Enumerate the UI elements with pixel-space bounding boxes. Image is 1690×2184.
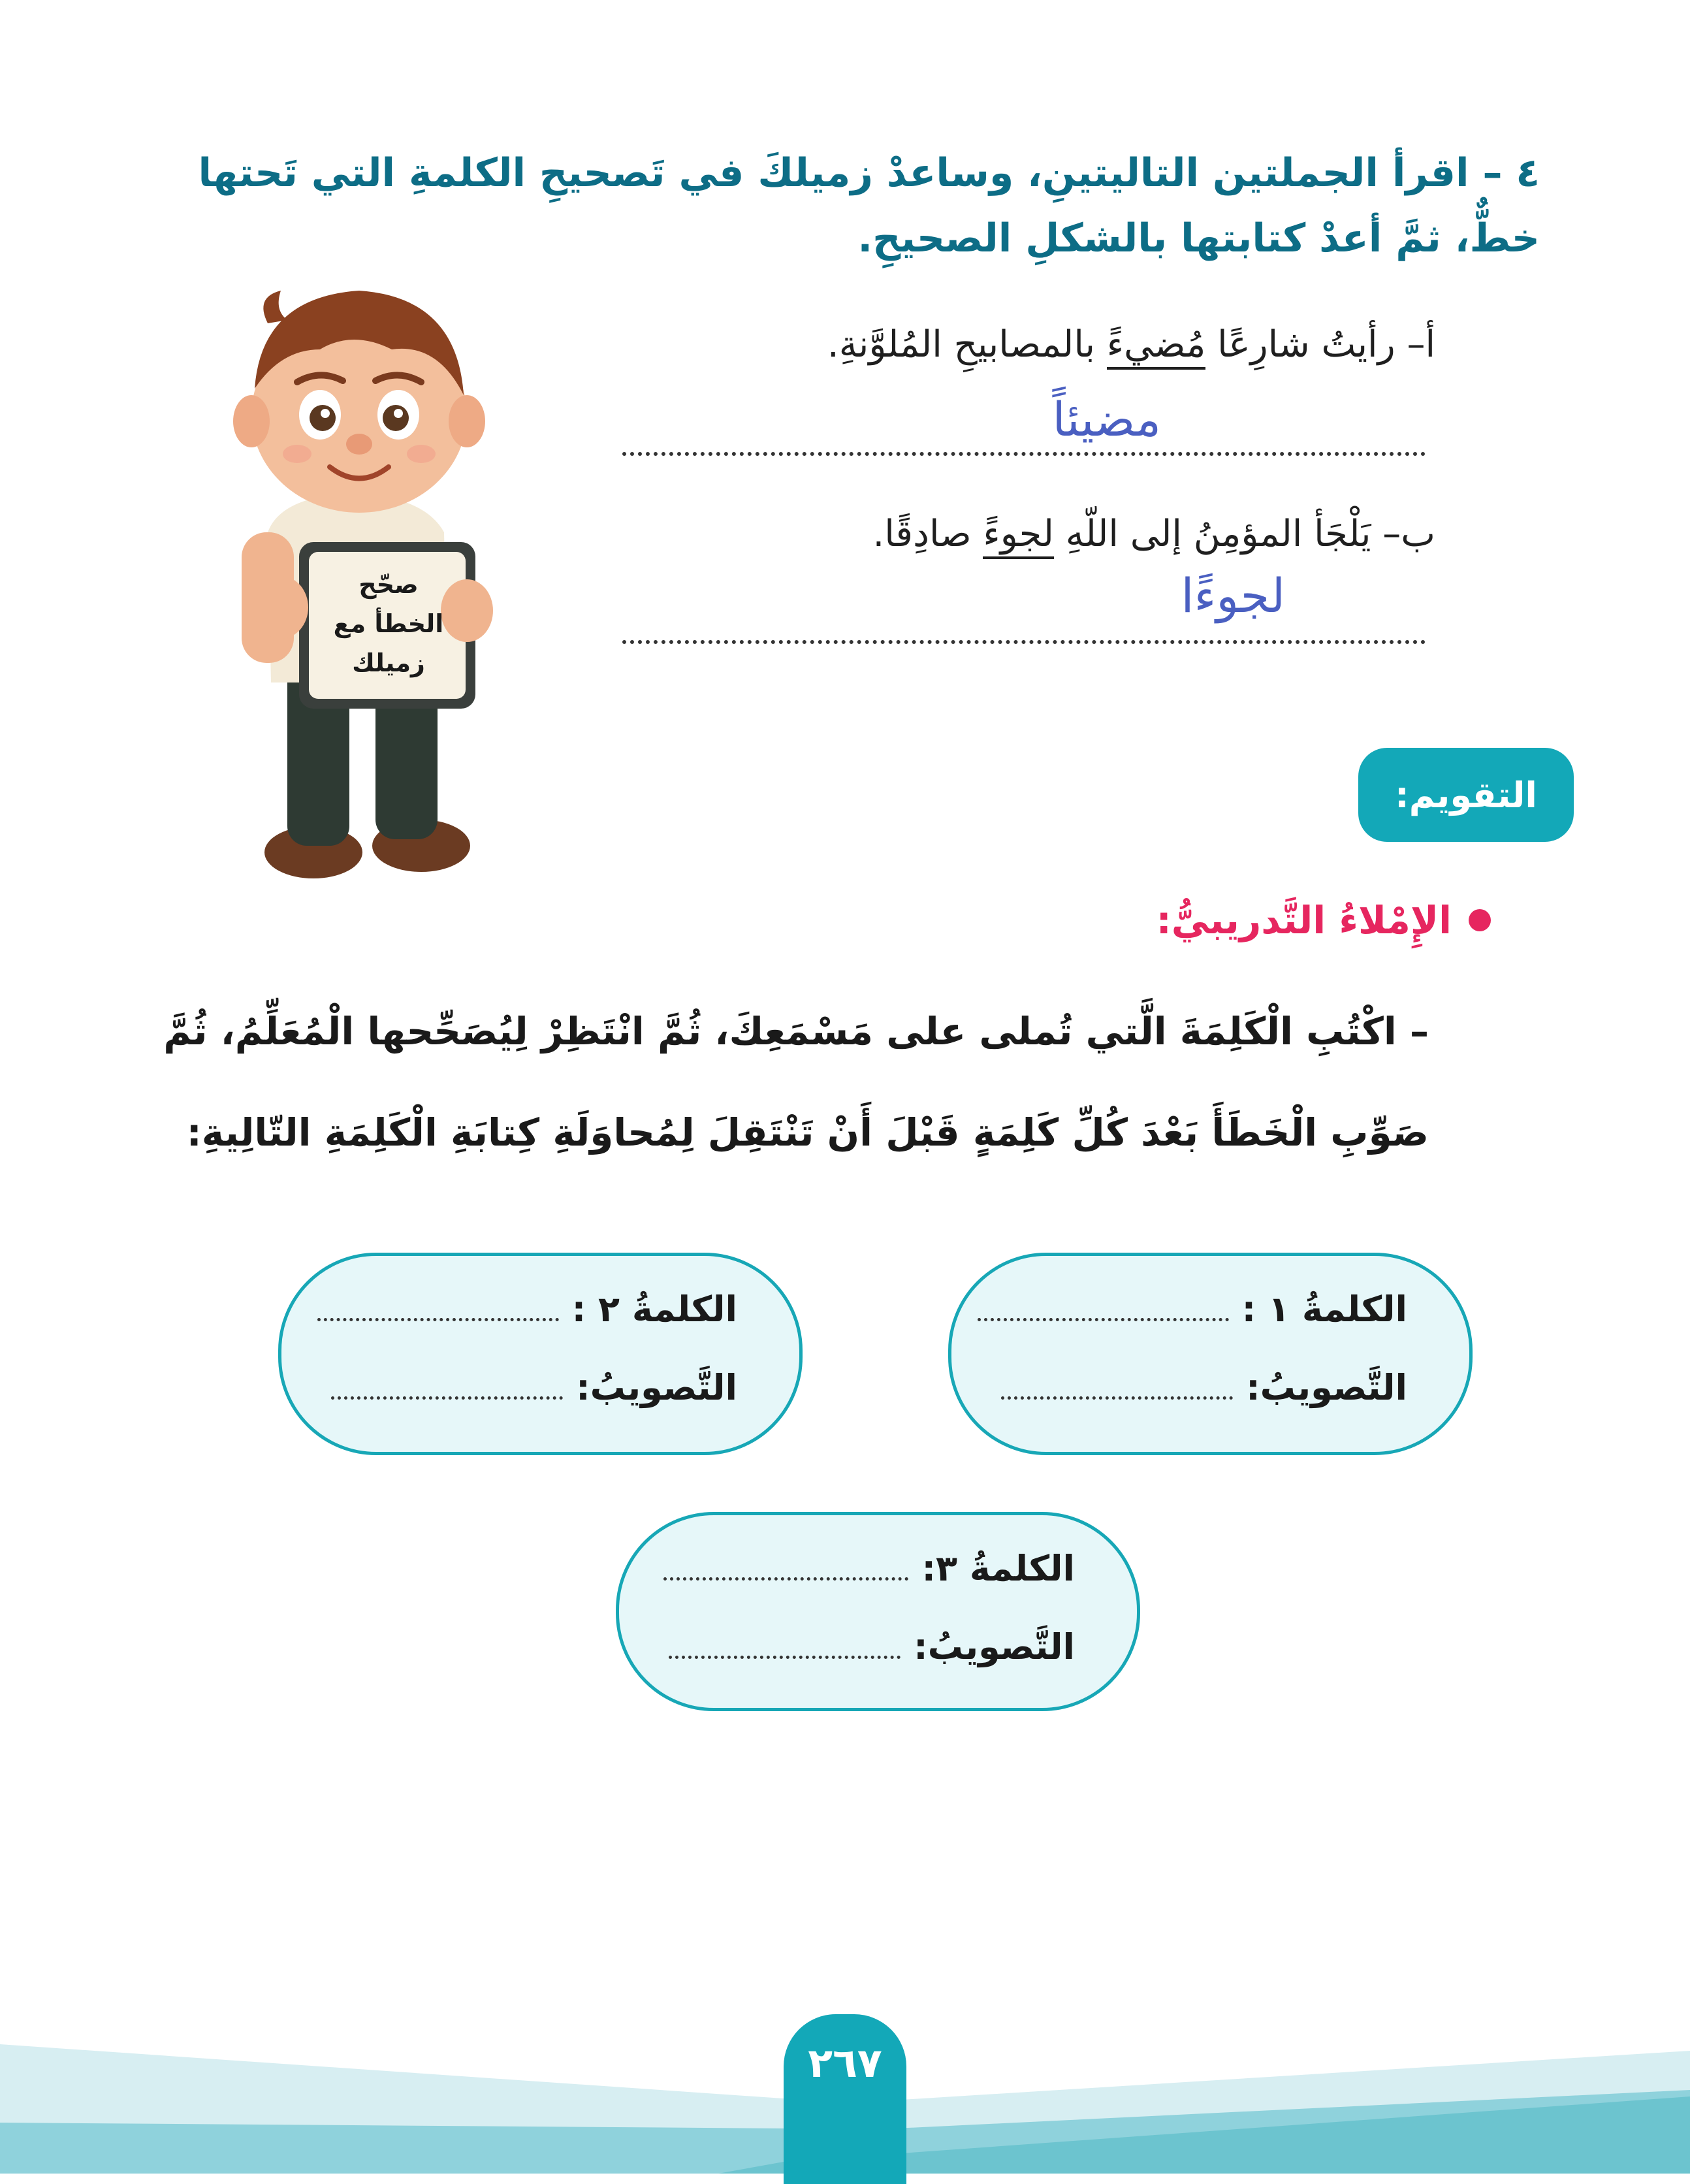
card-3-word-input[interactable] [663,1577,908,1581]
word-card-1 [948,1253,1473,1455]
card-2-correction-label: التَّصويبُ: [576,1367,737,1408]
card-3-correction-row [669,1626,1075,1667]
sentence-a-underlined-word: مُضيءً [1107,323,1206,370]
card-2-correction-row [331,1367,737,1408]
card-3-word-label: الكلمةُ ٣: [921,1548,1075,1589]
card-3-correction-label: التَّصويبُ: [914,1626,1075,1667]
card-1-word-input[interactable] [978,1318,1229,1321]
card-1-word-label: الكلمةُ ١ : [1241,1289,1407,1330]
sentence-a-prefix: أ– رأيتُ شارِعًا [1205,323,1435,366]
dictation-heading [1156,898,1491,942]
card-1-word-row [978,1289,1407,1330]
sentence-b-answer: لجوءًا [1181,568,1285,623]
card-2-correction-input[interactable] [331,1396,563,1400]
sentence-b-prefix: ب– يَلْجَأ المؤمِنُ إلى اللّهِ [1053,513,1435,555]
bullet-dot-icon [1469,909,1491,931]
page-number: ٢٦٧ [784,2014,906,2184]
card-2-word-row [317,1289,737,1330]
sign-text: صحّح الخطأ مع زميلك [333,570,444,677]
sentence-b-suffix: صادِقًا. [872,513,983,555]
card-2-word-label: الكلمةُ ٢ : [571,1289,737,1330]
card-1-correction-row [1001,1367,1407,1408]
card-1-correction-input[interactable] [1001,1396,1233,1400]
sentence-a-answer: مضيئاً [1052,392,1161,447]
word-card-2 [278,1253,803,1455]
instruction-line-1: – اكْتُبِ الْكَلِمَةَ الَّتي تُملى على مَسْمَعِكَ، ثُمَّ انْتَظِرْ لِيُصَحِّحها الْمُعَلِّمُ، ثُمَّ [163,1009,1429,1053]
sentence-a-answer-line[interactable] [622,452,1426,456]
dictation-title: الإِمْلاءُ التَّدريبيُّ: [1156,898,1452,942]
card-2-word-input[interactable] [317,1318,559,1321]
card-3-correction-input[interactable] [669,1656,901,1659]
sentence-a-suffix: بالمصابيحِ المُلوَّنةِ. [827,323,1107,366]
sentence-b [872,513,1435,555]
sentence-a [827,323,1435,366]
instruction-line-2: صَوِّبِ الْخَطَأَ بَعْدَ كُلِّ كَلِمَةٍ قَبْلَ أَنْ تَنْتَقِلَ لِمُحاوَلَةِ كِتابَةِ الْكَلِمَةِ التّالِيةِ: [186,1110,1429,1155]
sentence-b-underlined-word: لجوءً [983,513,1053,559]
word-card-3 [616,1512,1140,1711]
evaluation-badge: التقويم: [1358,748,1574,842]
card-1-correction-label: التَّصويبُ: [1246,1367,1407,1408]
question-title: ٤ – اقرأ الجملتين التاليتينِ، وساعدْ زميلكَ في تَصحيحِ الكلمةِ التي تَحتها خطٌّ، ثمَّ أعدْ كتابتها بالشكلِ الصحيحِ. [198,150,1540,261]
card-3-word-row [663,1548,1075,1589]
boy-illustration [222,271,496,891]
sentence-b-answer-line[interactable] [622,640,1426,644]
